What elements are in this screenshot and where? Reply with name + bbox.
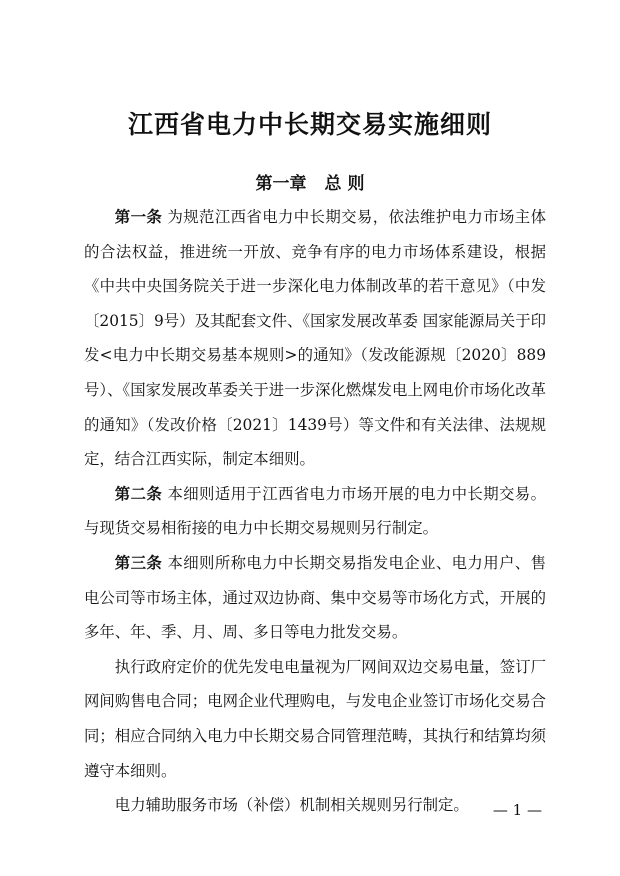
article-1 (84, 200, 546, 477)
article-text: 本细则所称电力中长期交易指发电企业、电力用户、售电公司等市场主体，通过双边协商、集中交易等市场化方式，开展的多年、年、季、月、周、多日等电力批发交易。 (84, 553, 546, 642)
page-number: — 1 — (492, 801, 542, 819)
chapter-number: 第一章 (255, 174, 307, 194)
paragraph-text: 电力辅助服务市场（补偿）机制相关规则另行制定。 (114, 796, 469, 815)
article-label: 第三条 (114, 553, 163, 572)
document-body (84, 200, 546, 823)
chapter-heading (0, 172, 620, 196)
article-text: 为规范江西省电力中长期交易，依法维护电力市场主体的合法权益，推进统一开放、竞争有序的电力市场体系建设，根据《中共中央国务院关于进一步深化电力体制改革的若干意见》（中发〔2015〕9号）及其配套文件、《国家发展改革委 国家能源局关于印发<电力中长期交易基本规则>的通知》（发改能源规〔2020〕889号）、《国家发展改革委关于进一步深化燃煤发电上网电价市场化改革的通知》（发改价格〔2021〕1439号）等文件和有关法律、法规规定，结合江西实际，制定本细则。 (84, 208, 546, 469)
article-label: 第二条 (114, 484, 163, 503)
paragraph-text: 执行政府定价的优先发电电量视为厂网间双边交易电量，签订厂网间购售电合同；电网企业代理购电，与发电企业签订市场化交易合同；相应合同纳入电力中长期交易合同管理范畴，其执行和结算均须遵守本细则。 (84, 657, 546, 780)
article-2 (84, 477, 546, 546)
article-3 (84, 546, 546, 650)
chapter-name: 总 则 (324, 174, 365, 194)
article-label: 第一条 (114, 208, 163, 226)
article-text: 本细则适用于江西省电力市场开展的电力中长期交易。与现货交易相衔接的电力中长期交易规则另行制定。 (84, 484, 546, 538)
document-title: 江西省电力中长期交易实施细则 (127, 110, 492, 139)
paragraph (84, 650, 546, 788)
